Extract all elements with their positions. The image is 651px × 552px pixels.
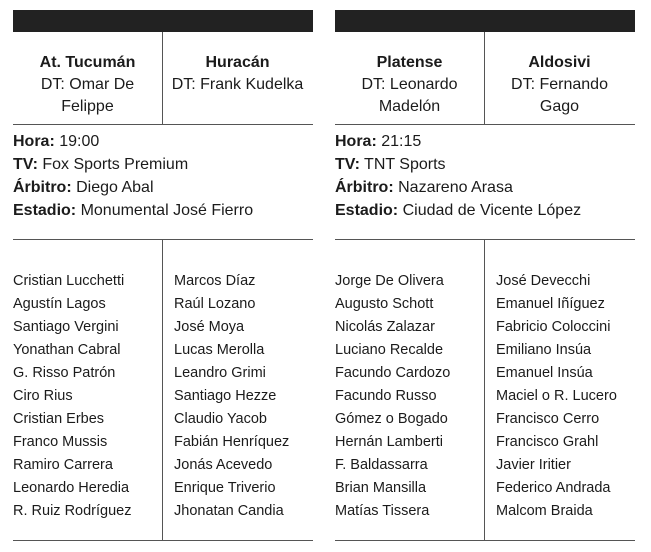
info-estadio — [13, 199, 313, 222]
player-name: Augusto Schott — [335, 296, 434, 312]
player-name: Franco Mussis — [13, 434, 108, 450]
player-name: Jonás Acevedo — [174, 457, 273, 473]
team-coach: DT: Omar De Felippe — [40, 76, 135, 115]
header-bar — [335, 10, 635, 32]
info-hora — [335, 130, 635, 153]
player-name: Ramiro Carrera — [13, 457, 113, 473]
info-label: Hora: — [13, 133, 55, 150]
player-name: José Devecchi — [496, 273, 591, 289]
info-estadio — [335, 199, 635, 222]
team-coach: DT: Frank Kudelka — [171, 76, 304, 93]
lineups — [13, 239, 313, 541]
info-value: 21:15 — [381, 133, 422, 150]
home-lineup — [13, 240, 163, 540]
player-name: Cristian Lucchetti — [13, 273, 125, 289]
info-label: Árbitro: — [335, 179, 394, 196]
player-name: Lucas Merolla — [174, 342, 265, 358]
player-name: Yonathan Cabral — [13, 342, 121, 358]
player-name: Francisco Grahl — [496, 434, 599, 450]
away-lineup — [496, 240, 635, 540]
team-name: Platense — [376, 54, 443, 71]
player-name: Hernán Lamberti — [335, 434, 443, 450]
team-name: Aldosivi — [528, 54, 591, 71]
info-label: Hora: — [335, 133, 377, 150]
info-label: Estadio: — [335, 202, 399, 219]
home-team — [13, 32, 163, 124]
away-lineup — [174, 240, 313, 540]
player-name: Marcos Díaz — [174, 273, 256, 289]
team-name: At. Tucumán — [39, 54, 136, 71]
info-hora — [13, 130, 313, 153]
away-team — [485, 32, 634, 124]
info-value: Nazareno Arasa — [398, 179, 513, 196]
info-value: Fox Sports Premium — [42, 156, 189, 173]
player-name: Jhonatan Candia — [174, 503, 284, 519]
teams-header — [335, 32, 635, 125]
player-name: Fabián Henríquez — [174, 434, 290, 450]
teams-header — [13, 32, 313, 125]
player-name: Emanuel Insúa — [496, 365, 593, 381]
player-name: Brian Mansilla — [335, 480, 427, 496]
match-info — [13, 130, 313, 222]
info-value: 19:00 — [59, 133, 100, 150]
player-name: Nicolás Zalazar — [335, 319, 435, 335]
player-name: Santiago Vergini — [13, 319, 119, 335]
team-name: Huracán — [205, 54, 270, 71]
player-name: Cristian Erbes — [13, 411, 105, 427]
team-coach: DT: Leonardo Madelón — [361, 76, 458, 115]
player-name: R. Ruiz Rodríguez — [13, 503, 132, 519]
player-name: Ciro Rius — [13, 388, 73, 404]
player-name: Luciano Recalde — [335, 342, 444, 358]
player-name: Facundo Cardozo — [335, 365, 451, 381]
team-coach: DT: Fernando Gago — [511, 76, 608, 115]
player-name: Agustín Lagos — [13, 296, 106, 312]
player-name: Emanuel Iñíguez — [496, 296, 605, 312]
player-name: Federico Andrada — [496, 480, 611, 496]
player-name: Leandro Grimi — [174, 365, 266, 381]
info-label: TV: — [13, 156, 38, 173]
player-name: Enrique Triverio — [174, 480, 276, 496]
info-label: Estadio: — [13, 202, 77, 219]
player-name: Facundo Russo — [335, 388, 437, 404]
info-tv — [335, 153, 635, 176]
info-arbitro — [13, 176, 313, 199]
player-name: Francisco Cerro — [496, 411, 600, 427]
player-name: Raúl Lozano — [174, 296, 256, 312]
player-name: Santiago Hezze — [174, 388, 277, 404]
info-tv — [13, 153, 313, 176]
info-value: Diego Abal — [76, 179, 154, 196]
match-card-tucuman-huracan — [13, 10, 313, 540]
player-name: Maciel o R. Lucero — [496, 388, 617, 404]
player-name: Javier Iritier — [496, 457, 571, 473]
info-label: TV: — [335, 156, 360, 173]
info-label: Árbitro: — [13, 179, 72, 196]
player-name: Gómez o Bogado — [335, 411, 448, 427]
player-name: Emiliano Insúa — [496, 342, 592, 358]
player-name: Leonardo Heredia — [13, 480, 130, 496]
player-name: José Moya — [174, 319, 245, 335]
player-name: Malcom Braida — [496, 503, 593, 519]
info-value: TNT Sports — [364, 156, 446, 173]
header-bar — [13, 10, 313, 32]
lineups — [335, 239, 635, 541]
match-card-platense-aldosivi — [335, 10, 635, 540]
away-team — [163, 32, 312, 124]
player-name: F. Baldassarra — [335, 457, 428, 473]
match-info — [335, 130, 635, 222]
home-team — [335, 32, 485, 124]
info-value: Ciudad de Vicente López — [402, 202, 582, 219]
player-name: Fabricio Coloccini — [496, 319, 611, 335]
info-value: Monumental José Fierro — [80, 202, 254, 219]
player-name: Jorge De Olivera — [335, 273, 444, 289]
home-lineup — [335, 240, 485, 540]
info-arbitro — [335, 176, 635, 199]
player-name: G. Risso Patrón — [13, 365, 116, 381]
player-name: Claudio Yacob — [174, 411, 267, 427]
player-name: Matías Tissera — [335, 503, 430, 519]
